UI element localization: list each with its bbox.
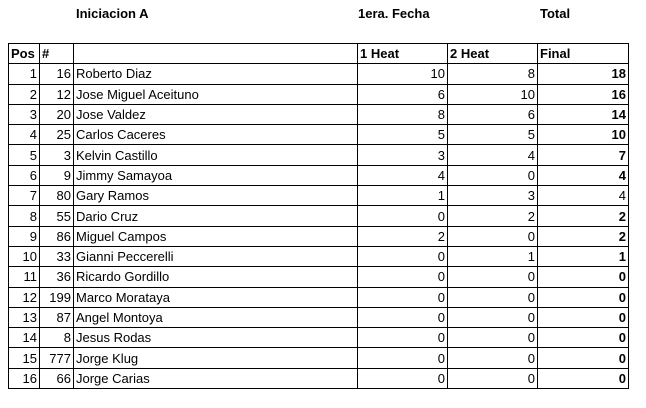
row-heat2-cell: 0 bbox=[448, 287, 538, 307]
row-name-cell: Jimmy Samayoa bbox=[74, 165, 358, 185]
row-pos-cell: 2 bbox=[9, 84, 40, 104]
table-row bbox=[9, 165, 629, 185]
row-pos-cell: 6 bbox=[9, 165, 40, 185]
table-row bbox=[9, 226, 629, 246]
row-name-cell: Marco Morataya bbox=[74, 287, 358, 307]
table-row bbox=[9, 84, 629, 104]
row-name-cell: Roberto Diaz bbox=[74, 64, 358, 84]
row-name-cell: Kelvin Castillo bbox=[74, 145, 358, 165]
row-name-cell: Jose Miguel Aceituno bbox=[74, 84, 358, 104]
fecha-label: 1era. Fecha bbox=[358, 6, 430, 21]
row-pos-cell: 4 bbox=[9, 125, 40, 145]
row-heat1-cell: 0 bbox=[358, 368, 448, 388]
row-heat2-cell: 0 bbox=[448, 165, 538, 185]
row-number-cell: 16 bbox=[40, 64, 74, 84]
column-header-heat2: 2 Heat bbox=[448, 44, 538, 64]
row-pos-cell: 15 bbox=[9, 348, 40, 368]
table-row bbox=[9, 328, 629, 348]
row-number-cell: 36 bbox=[40, 267, 74, 287]
table-row bbox=[9, 64, 629, 84]
row-final-cell: 0 bbox=[538, 368, 629, 388]
row-heat1-cell: 0 bbox=[358, 287, 448, 307]
row-number-cell: 199 bbox=[40, 287, 74, 307]
row-heat1-cell: 0 bbox=[358, 246, 448, 266]
row-final-cell: 0 bbox=[538, 287, 629, 307]
total-label: Total bbox=[540, 6, 571, 21]
row-number-cell: 86 bbox=[40, 226, 74, 246]
row-name-cell: Jorge Carias bbox=[74, 368, 358, 388]
row-heat2-cell: 3 bbox=[448, 186, 538, 206]
row-name-cell: Jose Valdez bbox=[74, 104, 358, 124]
row-number-cell: 12 bbox=[40, 84, 74, 104]
row-name-cell: Jorge Klug bbox=[74, 348, 358, 368]
row-heat2-cell: 4 bbox=[448, 145, 538, 165]
row-heat1-cell: 0 bbox=[358, 307, 448, 327]
row-heat2-cell: 1 bbox=[448, 246, 538, 266]
row-final-cell: 14 bbox=[538, 104, 629, 124]
row-heat1-cell: 0 bbox=[358, 328, 448, 348]
table-row bbox=[9, 287, 629, 307]
column-header-number: # bbox=[40, 44, 74, 64]
row-final-cell: 0 bbox=[538, 307, 629, 327]
row-heat2-cell: 5 bbox=[448, 125, 538, 145]
table-row bbox=[9, 246, 629, 266]
row-final-cell: 0 bbox=[538, 348, 629, 368]
row-name-cell: Angel Montoya bbox=[74, 307, 358, 327]
row-pos-cell: 7 bbox=[9, 186, 40, 206]
row-final-cell: 4 bbox=[538, 186, 629, 206]
row-pos-cell: 13 bbox=[9, 307, 40, 327]
page-title: Iniciacion A bbox=[76, 6, 149, 21]
row-final-cell: 4 bbox=[538, 165, 629, 185]
row-heat1-cell: 0 bbox=[358, 348, 448, 368]
row-number-cell: 87 bbox=[40, 307, 74, 327]
row-final-cell: 1 bbox=[538, 246, 629, 266]
row-heat1-cell: 5 bbox=[358, 125, 448, 145]
row-heat2-cell: 6 bbox=[448, 104, 538, 124]
row-name-cell: Carlos Caceres bbox=[74, 125, 358, 145]
row-pos-cell: 11 bbox=[9, 267, 40, 287]
table-row bbox=[9, 186, 629, 206]
table-row bbox=[9, 267, 629, 287]
row-heat1-cell: 4 bbox=[358, 165, 448, 185]
row-number-cell: 3 bbox=[40, 145, 74, 165]
row-final-cell: 2 bbox=[538, 226, 629, 246]
table-row bbox=[9, 206, 629, 226]
row-pos-cell: 14 bbox=[9, 328, 40, 348]
row-number-cell: 777 bbox=[40, 348, 74, 368]
table-row bbox=[9, 145, 629, 165]
row-heat2-cell: 0 bbox=[448, 226, 538, 246]
row-heat1-cell: 1 bbox=[358, 186, 448, 206]
row-heat1-cell: 2 bbox=[358, 226, 448, 246]
row-pos-cell: 8 bbox=[9, 206, 40, 226]
row-name-cell: Ricardo Gordillo bbox=[74, 267, 358, 287]
row-final-cell: 10 bbox=[538, 125, 629, 145]
row-name-cell: Miguel Campos bbox=[74, 226, 358, 246]
row-pos-cell: 10 bbox=[9, 246, 40, 266]
row-number-cell: 33 bbox=[40, 246, 74, 266]
row-pos-cell: 16 bbox=[9, 368, 40, 388]
results-table bbox=[8, 43, 629, 389]
row-heat2-cell: 0 bbox=[448, 348, 538, 368]
row-heat1-cell: 0 bbox=[358, 267, 448, 287]
table-row bbox=[9, 348, 629, 368]
row-heat1-cell: 6 bbox=[358, 84, 448, 104]
row-heat2-cell: 0 bbox=[448, 328, 538, 348]
row-final-cell: 0 bbox=[538, 267, 629, 287]
row-heat2-cell: 10 bbox=[448, 84, 538, 104]
row-number-cell: 9 bbox=[40, 165, 74, 185]
row-name-cell: Gianni Peccerelli bbox=[74, 246, 358, 266]
row-final-cell: 16 bbox=[538, 84, 629, 104]
row-number-cell: 80 bbox=[40, 186, 74, 206]
row-pos-cell: 12 bbox=[9, 287, 40, 307]
column-header-final: Final bbox=[538, 44, 629, 64]
row-name-cell: Jesus Rodas bbox=[74, 328, 358, 348]
column-header-name bbox=[74, 44, 358, 64]
column-header-heat1: 1 Heat bbox=[358, 44, 448, 64]
row-heat1-cell: 8 bbox=[358, 104, 448, 124]
row-pos-cell: 3 bbox=[9, 104, 40, 124]
row-name-cell: Dario Cruz bbox=[74, 206, 358, 226]
table-row bbox=[9, 307, 629, 327]
row-heat2-cell: 0 bbox=[448, 267, 538, 287]
row-heat2-cell: 2 bbox=[448, 206, 538, 226]
table-row bbox=[9, 368, 629, 388]
row-pos-cell: 5 bbox=[9, 145, 40, 165]
table-row bbox=[9, 104, 629, 124]
row-final-cell: 18 bbox=[538, 64, 629, 84]
row-final-cell: 7 bbox=[538, 145, 629, 165]
row-heat2-cell: 8 bbox=[448, 64, 538, 84]
row-final-cell: 2 bbox=[538, 206, 629, 226]
row-heat2-cell: 0 bbox=[448, 307, 538, 327]
row-pos-cell: 1 bbox=[9, 64, 40, 84]
row-heat2-cell: 0 bbox=[448, 368, 538, 388]
row-name-cell: Gary Ramos bbox=[74, 186, 358, 206]
row-heat1-cell: 3 bbox=[358, 145, 448, 165]
row-heat1-cell: 0 bbox=[358, 206, 448, 226]
row-number-cell: 55 bbox=[40, 206, 74, 226]
row-number-cell: 25 bbox=[40, 125, 74, 145]
row-number-cell: 66 bbox=[40, 368, 74, 388]
row-heat1-cell: 10 bbox=[358, 64, 448, 84]
row-pos-cell: 9 bbox=[9, 226, 40, 246]
row-final-cell: 0 bbox=[538, 328, 629, 348]
table-row bbox=[9, 125, 629, 145]
row-number-cell: 8 bbox=[40, 328, 74, 348]
header-row bbox=[9, 44, 629, 64]
column-header-pos: Pos bbox=[9, 44, 40, 64]
row-number-cell: 20 bbox=[40, 104, 74, 124]
